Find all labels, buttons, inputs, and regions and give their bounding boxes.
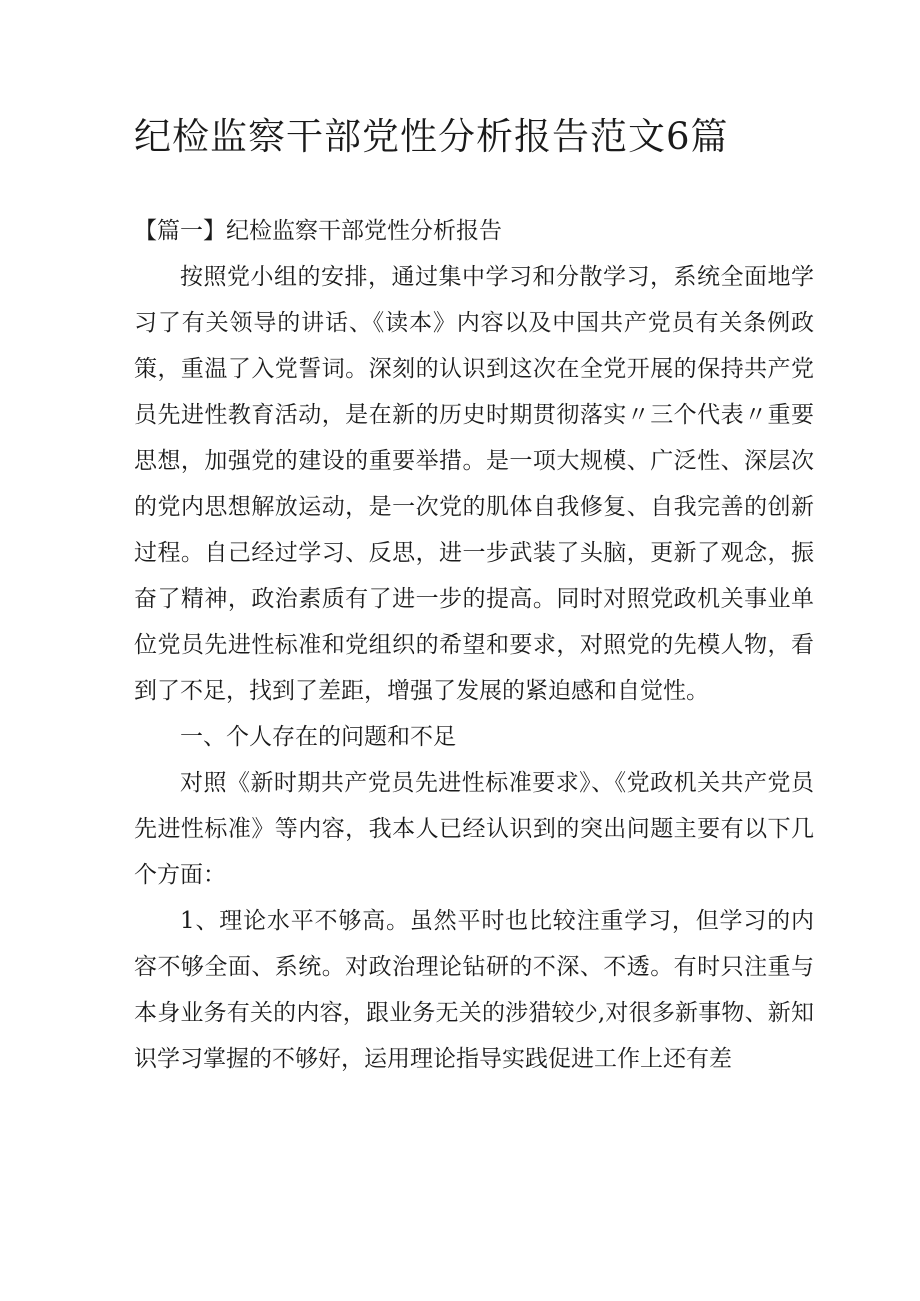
- paragraph-theory-level: 1、理论水平不够高。虽然平时也比较注重学习，但学习的内容不够全面、系统。对政治理论钻研的不深、不透。有时只注重与本身业务有关的内容，跟业务无关的涉猎较少,对很多新事物、新知识学习掌握的不够好，运用理论指导实践促进工作上还有差: [134, 908, 814, 1072]
- subheading-problems: 一、个人存在的问题和不足: [180, 724, 456, 750]
- document-title: 纪检监察干部党性分析报告范文6篇: [134, 115, 729, 158]
- document-body: [134, 208, 814, 1082]
- paragraph-problems-intro: 对照《新时期共产党员先进性标准要求》、《党政机关共产党员先进性标准》等内容，我本人已经认识到的突出问题主要有以下几个方面：: [134, 770, 814, 888]
- section-heading: 【篇一】纪检监察干部党性分析报告: [134, 218, 502, 244]
- paragraph-intro: 按照党小组的安排，通过集中学习和分散学习，系统全面地学习了有关领导的讲话、《读本》内容以及中国共产党员有关条例政策，重温了入党誓词。深刻的认识到这次在全党开展的保持共产党员先进性教育活动，是在新的历史时期贯彻落实〃三个代表〃重要思想，加强党的建设的重要举措。是一项大规模、广泛性、深层次的党内思想解放运动，是一次党的肌体自我修复、自我完善的创新过程。自己经过学习、反思，进一步武装了头脑，更新了观念，振奋了精神，政治素质有了进一步的提高。同时对照党政机关事业单位党员先进性标准和党组织的希望和要求，对照党的先模人物，看到了不足，找到了差距，增强了发展的紧迫感和自觉性。: [134, 264, 814, 704]
